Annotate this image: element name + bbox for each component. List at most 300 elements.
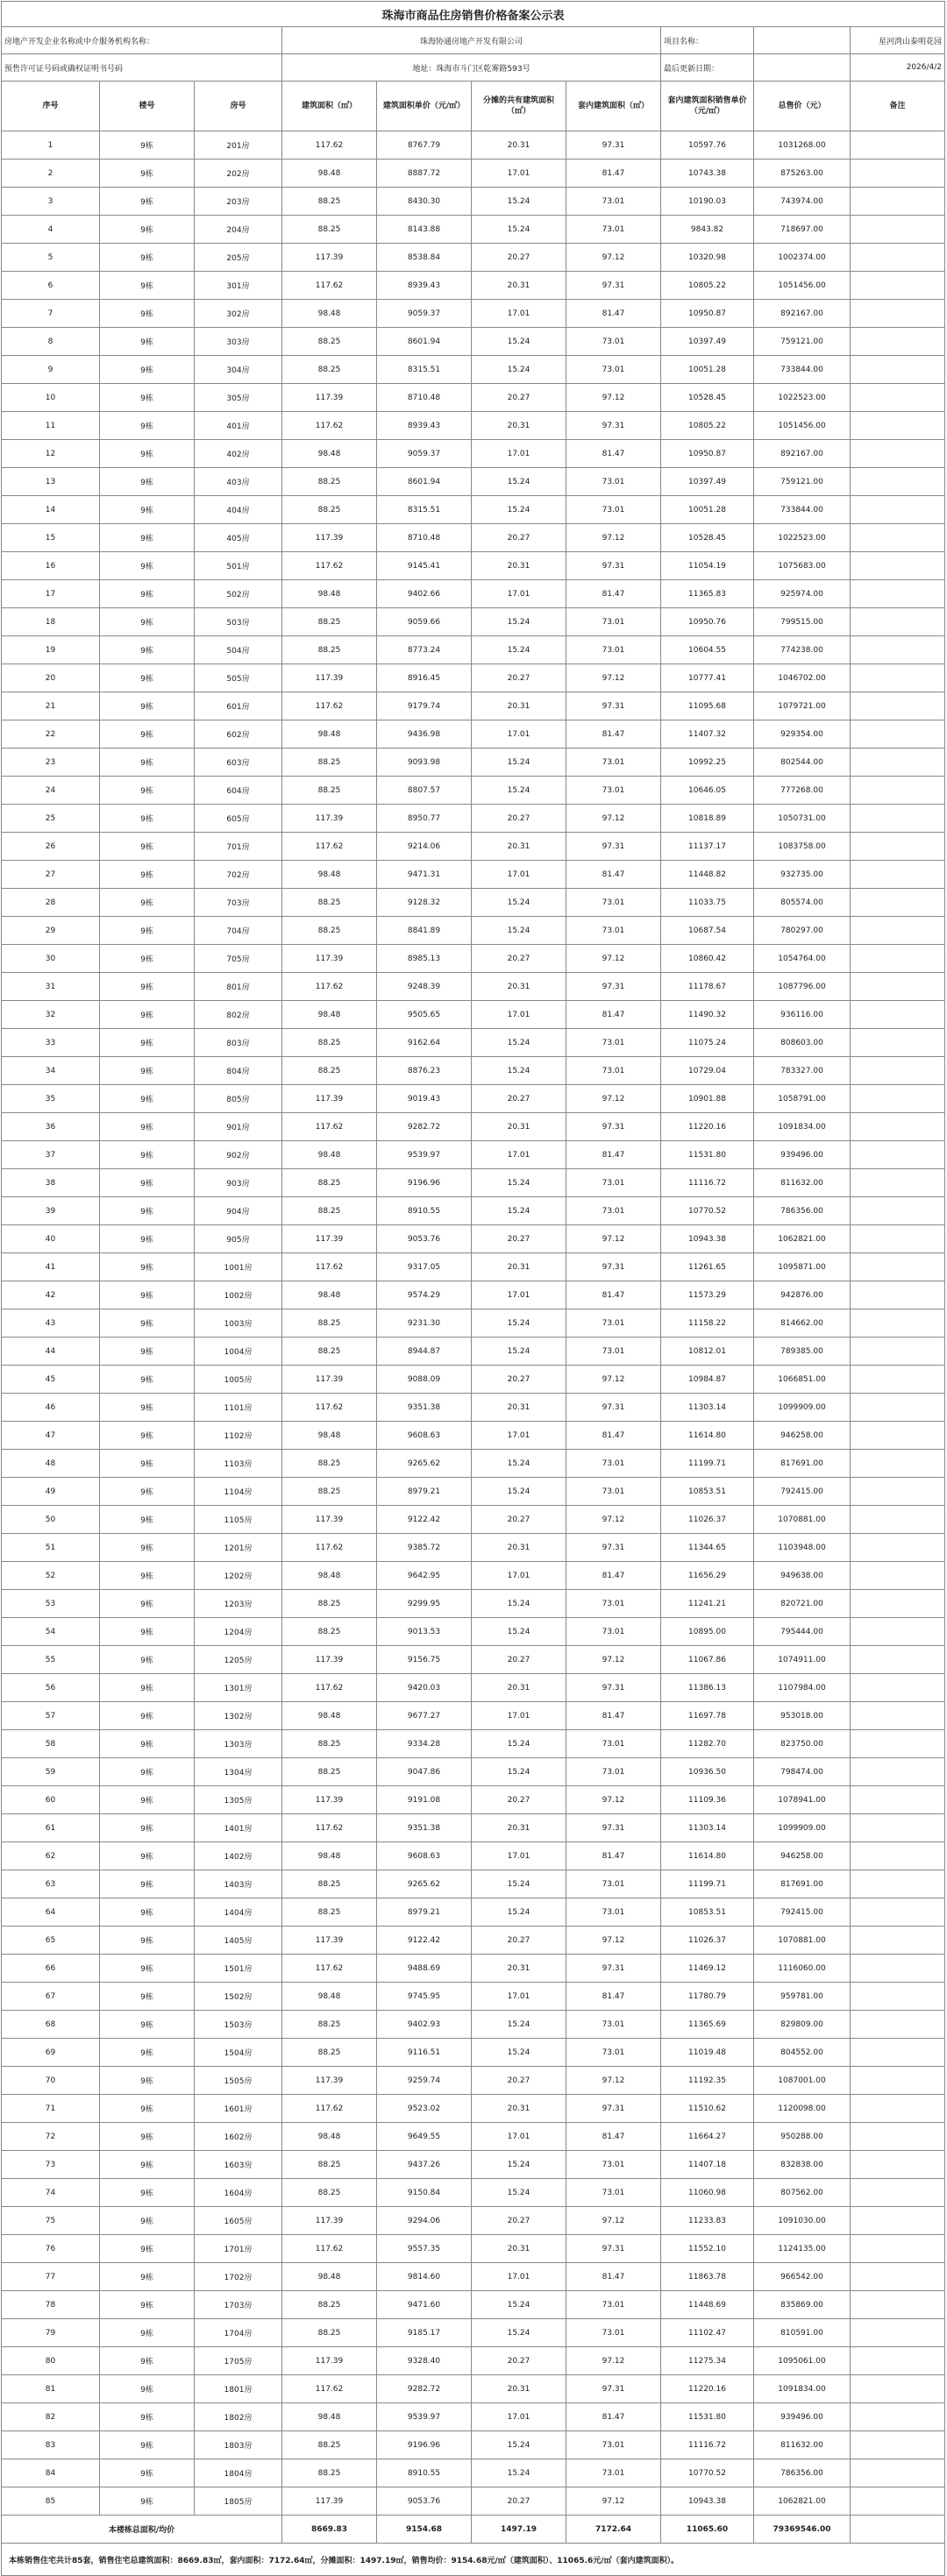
cell-inner-area: 73.01 [566, 1029, 661, 1057]
cell-seq: 19 [2, 636, 100, 664]
cell-total-price: 718697.00 [754, 216, 851, 244]
cell-inner-price: 11241.21 [661, 1590, 754, 1618]
cell-seq: 38 [2, 1169, 100, 1197]
cell-total-price: 1107984.00 [754, 1674, 851, 1702]
cell-price-per-area: 8985.13 [377, 945, 472, 973]
cell-building: 9栋 [100, 2459, 195, 2487]
cell-shared-area: 15.24 [472, 1870, 566, 1898]
cell-inner-area: 97.12 [566, 1646, 661, 1674]
cell-seq: 27 [2, 861, 100, 889]
cell-inner-area: 73.01 [566, 2291, 661, 2319]
cell-inner-price: 10320.98 [661, 244, 754, 272]
cell-seq: 85 [2, 2487, 100, 2516]
cell-seq: 57 [2, 1702, 100, 1730]
cell-remark [851, 1506, 945, 1534]
cell-total-price: 942876.00 [754, 1281, 851, 1309]
cell-price-per-area: 9437.26 [377, 2151, 472, 2179]
cell-shared-area: 20.27 [472, 1225, 566, 1253]
cell-building: 9栋 [100, 833, 195, 861]
cell-inner-price: 10687.54 [661, 917, 754, 945]
cell-seq: 21 [2, 692, 100, 720]
table-row [2, 2235, 945, 2263]
cell-remark [851, 1001, 945, 1029]
cell-price-per-area: 8601.94 [377, 468, 472, 496]
cell-room: 1001房 [195, 1253, 282, 1281]
cell-building: 9栋 [100, 1646, 195, 1674]
cell-shared-area: 15.24 [472, 2459, 566, 2487]
table-row [2, 1646, 945, 1674]
cell-building: 9栋 [100, 412, 195, 440]
cell-shared-area: 20.27 [472, 1366, 566, 1394]
cell-seq: 31 [2, 973, 100, 1001]
cell-seq: 4 [2, 216, 100, 244]
cell-area: 88.25 [282, 496, 377, 524]
cell-remark [851, 131, 945, 160]
cell-seq: 83 [2, 2431, 100, 2459]
cell-price-per-area: 9053.76 [377, 1225, 472, 1253]
cell-seq: 25 [2, 805, 100, 833]
cell-total-price: 802544.00 [754, 749, 851, 777]
cell-inner-area: 73.01 [566, 889, 661, 917]
cell-total-price: 1095061.00 [754, 2347, 851, 2375]
cell-room: 1005房 [195, 1366, 282, 1394]
cell-room: 1105房 [195, 1506, 282, 1534]
cell-area: 88.25 [282, 636, 377, 664]
cell-inner-price: 10770.52 [661, 2459, 754, 2487]
cell-inner-price: 10051.28 [661, 496, 754, 524]
cell-inner-price: 11199.71 [661, 1450, 754, 1478]
cell-area: 98.48 [282, 2403, 377, 2431]
cell-area: 98.48 [282, 2263, 377, 2291]
cell-total-price: 1087796.00 [754, 973, 851, 1001]
table-row [2, 1029, 945, 1057]
cell-shared-area: 20.27 [472, 524, 566, 552]
cell-remark [851, 608, 945, 636]
cell-building: 9栋 [100, 1001, 195, 1029]
header-seq: 序号 [2, 82, 100, 131]
cell-inner-price: 10895.00 [661, 1618, 754, 1646]
cell-inner-area: 73.01 [566, 188, 661, 216]
cell-seq: 71 [2, 2095, 100, 2123]
cell-shared-area: 15.24 [472, 1338, 566, 1366]
cell-room: 304房 [195, 356, 282, 384]
cell-price-per-area: 9019.43 [377, 1085, 472, 1113]
cell-total-price: 1087001.00 [754, 2067, 851, 2095]
cell-building: 9栋 [100, 1478, 195, 1506]
cell-total-price: 949638.00 [754, 1562, 851, 1590]
table-row [2, 524, 945, 552]
cell-price-per-area: 8887.72 [377, 160, 472, 188]
cell-seq: 24 [2, 777, 100, 805]
table-row [2, 1338, 945, 1366]
cell-building: 9栋 [100, 2375, 195, 2403]
cell-building: 9栋 [100, 2487, 195, 2516]
cell-remark [851, 188, 945, 216]
cell-building: 9栋 [100, 2095, 195, 2123]
cell-remark [851, 720, 945, 749]
cell-room: 204房 [195, 216, 282, 244]
cell-inner-price: 11054.19 [661, 552, 754, 580]
cell-area: 88.25 [282, 1898, 377, 1927]
cell-price-per-area: 9013.53 [377, 1618, 472, 1646]
cell-inner-area: 73.01 [566, 777, 661, 805]
cell-building: 9栋 [100, 1394, 195, 1422]
cell-inner-area: 97.31 [566, 1955, 661, 1983]
cell-inner-area: 73.01 [566, 636, 661, 664]
project-label: 项目名称： [661, 27, 754, 54]
cell-shared-area: 20.27 [472, 1927, 566, 1955]
cell-seq: 46 [2, 1394, 100, 1422]
table-row [2, 664, 945, 692]
cell-price-per-area: 8710.48 [377, 384, 472, 412]
cell-price-per-area: 9471.31 [377, 861, 472, 889]
cell-total-price: 835869.00 [754, 2291, 851, 2319]
cell-total-price: 798474.00 [754, 1758, 851, 1786]
cell-inner-area: 97.31 [566, 1113, 661, 1141]
cell-building: 9栋 [100, 2263, 195, 2291]
table-row [2, 2319, 945, 2347]
cell-total-price: 1083758.00 [754, 833, 851, 861]
cell-building: 9栋 [100, 1281, 195, 1309]
cell-inner-price: 10397.49 [661, 328, 754, 356]
cell-building: 9栋 [100, 216, 195, 244]
table-row [2, 131, 945, 160]
cell-inner-area: 73.01 [566, 1478, 661, 1506]
cell-area: 98.48 [282, 1983, 377, 2011]
cell-inner-area: 81.47 [566, 1562, 661, 1590]
cell-room: 904房 [195, 1197, 282, 1225]
developer-value: 珠海协通房地产开发有限公司 [282, 27, 661, 54]
table-row [2, 917, 945, 945]
cell-inner-area: 97.12 [566, 1085, 661, 1113]
cell-inner-area: 81.47 [566, 2123, 661, 2151]
cell-seq: 15 [2, 524, 100, 552]
cell-building: 9栋 [100, 1169, 195, 1197]
cell-shared-area: 17.01 [472, 1702, 566, 1730]
cell-price-per-area: 9299.95 [377, 1590, 472, 1618]
table-row [2, 1870, 945, 1898]
cell-seq: 51 [2, 1534, 100, 1562]
cell-building: 9栋 [100, 1450, 195, 1478]
table-row [2, 636, 945, 664]
table-row [2, 216, 945, 244]
cell-seq: 14 [2, 496, 100, 524]
cell-inner-price: 10729.04 [661, 1057, 754, 1085]
cell-inner-area: 97.12 [566, 524, 661, 552]
cell-building: 9栋 [100, 777, 195, 805]
cell-price-per-area: 8939.43 [377, 412, 472, 440]
cell-total-price: 966542.00 [754, 2263, 851, 2291]
cell-shared-area: 20.27 [472, 384, 566, 412]
cell-building: 9栋 [100, 1730, 195, 1758]
cell-seq: 9 [2, 356, 100, 384]
cell-shared-area: 15.24 [472, 328, 566, 356]
cell-total-price: 892167.00 [754, 440, 851, 468]
cell-seq: 74 [2, 2179, 100, 2207]
cell-total-price: 1079721.00 [754, 692, 851, 720]
cell-inner-price: 11780.79 [661, 1983, 754, 2011]
header-inner-area: 套内建筑面积（㎡） [566, 82, 661, 131]
cell-shared-area: 17.01 [472, 2123, 566, 2151]
cell-remark [851, 552, 945, 580]
cell-inner-price: 11365.83 [661, 580, 754, 608]
cell-remark [851, 244, 945, 272]
cell-seq: 10 [2, 384, 100, 412]
cell-room: 603房 [195, 749, 282, 777]
cell-price-per-area: 9282.72 [377, 2375, 472, 2403]
cell-room: 605房 [195, 805, 282, 833]
cell-shared-area: 20.27 [472, 2067, 566, 2095]
cell-inner-price: 10943.38 [661, 2487, 754, 2516]
cell-price-per-area: 8939.43 [377, 272, 472, 300]
cell-shared-area: 20.27 [472, 2487, 566, 2516]
cell-remark [851, 1197, 945, 1225]
table-row [2, 2095, 945, 2123]
cell-shared-area: 20.27 [472, 2207, 566, 2235]
cell-price-per-area: 9145.41 [377, 552, 472, 580]
cell-room: 803房 [195, 1029, 282, 1057]
cell-room: 1004房 [195, 1338, 282, 1366]
cell-room: 804房 [195, 1057, 282, 1085]
cell-seq: 65 [2, 1927, 100, 1955]
cell-remark [851, 2207, 945, 2235]
cell-inner-area: 73.01 [566, 2039, 661, 2067]
cell-building: 9栋 [100, 580, 195, 608]
totals-row [2, 2516, 945, 2544]
cell-inner-area: 73.01 [566, 1898, 661, 1927]
cell-seq: 5 [2, 244, 100, 272]
table-row [2, 580, 945, 608]
cell-price-per-area: 8807.57 [377, 777, 472, 805]
cell-shared-area: 20.27 [472, 664, 566, 692]
cell-price-per-area: 9317.05 [377, 1253, 472, 1281]
cell-shared-area: 15.24 [472, 1309, 566, 1338]
cell-total-price: 805574.00 [754, 889, 851, 917]
table-row [2, 160, 945, 188]
cell-total-price: 808603.00 [754, 1029, 851, 1057]
table-row [2, 777, 945, 805]
cell-shared-area: 17.01 [472, 1422, 566, 1450]
cell-shared-area: 20.27 [472, 945, 566, 973]
cell-building: 9栋 [100, 1814, 195, 1842]
cell-building: 9栋 [100, 1029, 195, 1057]
cell-room: 401房 [195, 412, 282, 440]
cell-remark [851, 2179, 945, 2207]
cell-area: 88.25 [282, 2039, 377, 2067]
cell-remark [851, 1842, 945, 1870]
cell-remark [851, 1955, 945, 1983]
cell-total-price: 1002374.00 [754, 244, 851, 272]
cell-room: 1602房 [195, 2123, 282, 2151]
cell-price-per-area: 8315.51 [377, 496, 472, 524]
cell-shared-area: 20.31 [472, 692, 566, 720]
cell-room: 1103房 [195, 1450, 282, 1478]
cell-price-per-area: 9265.62 [377, 1870, 472, 1898]
cell-total-price: 939496.00 [754, 1141, 851, 1169]
table-row [2, 1983, 945, 2011]
cell-price-per-area: 9649.55 [377, 2123, 472, 2151]
cell-total-price: 1066851.00 [754, 1366, 851, 1394]
cell-inner-price: 10805.22 [661, 412, 754, 440]
cell-area: 117.62 [282, 272, 377, 300]
cell-seq: 80 [2, 2347, 100, 2375]
cell-room: 1705房 [195, 2347, 282, 2375]
cell-inner-price: 10853.51 [661, 1898, 754, 1927]
cell-seq: 2 [2, 160, 100, 188]
cell-total-price: 807562.00 [754, 2179, 851, 2207]
cell-inner-area: 73.01 [566, 608, 661, 636]
cell-area: 117.62 [282, 1394, 377, 1422]
cell-room: 1501房 [195, 1955, 282, 1983]
cell-room: 1203房 [195, 1590, 282, 1618]
cell-inner-area: 97.31 [566, 1394, 661, 1422]
cell-inner-area: 97.31 [566, 552, 661, 580]
cell-building: 9栋 [100, 1338, 195, 1366]
header-building: 楼号 [100, 82, 195, 131]
cell-room: 201房 [195, 131, 282, 160]
cell-total-price: 804552.00 [754, 2039, 851, 2067]
cell-remark [851, 1394, 945, 1422]
totals-label: 本楼栋总面积/均价 [2, 2516, 282, 2544]
cell-building: 9栋 [100, 1927, 195, 1955]
cell-inner-price: 11282.70 [661, 1730, 754, 1758]
cell-area: 88.25 [282, 889, 377, 917]
cell-price-per-area: 9196.96 [377, 1169, 472, 1197]
cell-inner-area: 81.47 [566, 160, 661, 188]
cell-room: 1305房 [195, 1786, 282, 1814]
cell-seq: 73 [2, 2151, 100, 2179]
cell-inner-area: 97.31 [566, 2235, 661, 2263]
cell-inner-area: 73.01 [566, 1338, 661, 1366]
cell-inner-area: 81.47 [566, 720, 661, 749]
cell-building: 9栋 [100, 2123, 195, 2151]
table-row [2, 1758, 945, 1786]
cell-building: 9栋 [100, 1702, 195, 1730]
cell-building: 9栋 [100, 664, 195, 692]
cell-price-per-area: 9351.38 [377, 1814, 472, 1842]
cell-total-price: 1095871.00 [754, 1253, 851, 1281]
cell-remark [851, 749, 945, 777]
cell-room: 405房 [195, 524, 282, 552]
cell-room: 1101房 [195, 1394, 282, 1422]
cell-shared-area: 20.31 [472, 131, 566, 160]
cell-shared-area: 17.01 [472, 1281, 566, 1309]
cell-area: 117.39 [282, 524, 377, 552]
cell-remark [851, 1674, 945, 1702]
cell-seq: 54 [2, 1618, 100, 1646]
cell-inner-price: 11552.10 [661, 2235, 754, 2263]
cell-inner-area: 73.01 [566, 468, 661, 496]
cell-building: 9栋 [100, 1842, 195, 1870]
cell-room: 1301房 [195, 1674, 282, 1702]
cell-total-price: 892167.00 [754, 300, 851, 328]
cell-shared-area: 20.31 [472, 1955, 566, 1983]
cell-inner-price: 11109.36 [661, 1786, 754, 1814]
cell-total-price: 1070881.00 [754, 1506, 851, 1534]
cell-price-per-area: 9334.28 [377, 1730, 472, 1758]
table-title: 珠海市商品住房销售价格备案公示表 [2, 2, 945, 27]
cell-total-price: 799515.00 [754, 608, 851, 636]
cell-inner-price: 11033.75 [661, 889, 754, 917]
table-row [2, 2347, 945, 2375]
cell-area: 117.62 [282, 412, 377, 440]
cell-total-price: 820721.00 [754, 1590, 851, 1618]
cell-building: 9栋 [100, 1422, 195, 1450]
cell-room: 902房 [195, 1141, 282, 1169]
cell-inner-price: 10604.55 [661, 636, 754, 664]
cell-price-per-area: 9053.76 [377, 2487, 472, 2516]
cell-total-price: 1054764.00 [754, 945, 851, 973]
cell-price-per-area: 9196.96 [377, 2431, 472, 2459]
cell-remark [851, 1702, 945, 1730]
cell-inner-price: 11407.32 [661, 720, 754, 749]
cell-total-price: 1099909.00 [754, 1394, 851, 1422]
cell-building: 9栋 [100, 496, 195, 524]
cell-building: 9栋 [100, 692, 195, 720]
cell-shared-area: 15.24 [472, 356, 566, 384]
cell-seq: 22 [2, 720, 100, 749]
cell-total-price: 1124135.00 [754, 2235, 851, 2263]
cell-inner-price: 11026.37 [661, 1927, 754, 1955]
cell-inner-price: 11303.14 [661, 1394, 754, 1422]
cell-inner-price: 11365.69 [661, 2011, 754, 2039]
table-row [2, 1842, 945, 1870]
cell-inner-price: 10943.38 [661, 1225, 754, 1253]
cell-price-per-area: 9156.75 [377, 1646, 472, 1674]
cell-price-per-area: 9231.30 [377, 1309, 472, 1338]
cell-area: 88.25 [282, 777, 377, 805]
cell-shared-area: 15.24 [472, 2291, 566, 2319]
price-table [1, 1, 945, 2576]
cell-inner-area: 97.12 [566, 945, 661, 973]
cell-seq: 78 [2, 2291, 100, 2319]
cell-shared-area: 20.31 [472, 1113, 566, 1141]
cell-seq: 1 [2, 131, 100, 160]
cell-inner-area: 97.31 [566, 973, 661, 1001]
cell-room: 303房 [195, 328, 282, 356]
cell-room: 1803房 [195, 2431, 282, 2459]
cell-price-per-area: 9047.86 [377, 1758, 472, 1786]
table-row [2, 1057, 945, 1085]
cell-room: 805房 [195, 1085, 282, 1113]
cell-inner-area: 97.12 [566, 664, 661, 692]
cell-price-per-area: 8538.84 [377, 244, 472, 272]
cell-shared-area: 15.24 [472, 1169, 566, 1197]
cell-inner-price: 11531.80 [661, 1141, 754, 1169]
cell-seq: 35 [2, 1085, 100, 1113]
cell-seq: 44 [2, 1338, 100, 1366]
cell-inner-price: 10051.28 [661, 356, 754, 384]
cell-remark [851, 1786, 945, 1814]
cell-seq: 30 [2, 945, 100, 973]
cell-building: 9栋 [100, 1057, 195, 1085]
cell-inner-price: 11344.65 [661, 1534, 754, 1562]
cell-shared-area: 20.31 [472, 1534, 566, 1562]
cell-remark [851, 1562, 945, 1590]
cell-price-per-area: 9539.97 [377, 1141, 472, 1169]
cell-seq: 18 [2, 608, 100, 636]
cell-total-price: 759121.00 [754, 328, 851, 356]
cell-shared-area: 17.01 [472, 1141, 566, 1169]
cell-remark [851, 468, 945, 496]
cell-room: 1504房 [195, 2039, 282, 2067]
cell-remark [851, 2375, 945, 2403]
cell-remark [851, 1225, 945, 1253]
cell-room: 403房 [195, 468, 282, 496]
cell-remark [851, 1758, 945, 1786]
totals-remark [851, 2516, 945, 2544]
cell-area: 88.25 [282, 2459, 377, 2487]
